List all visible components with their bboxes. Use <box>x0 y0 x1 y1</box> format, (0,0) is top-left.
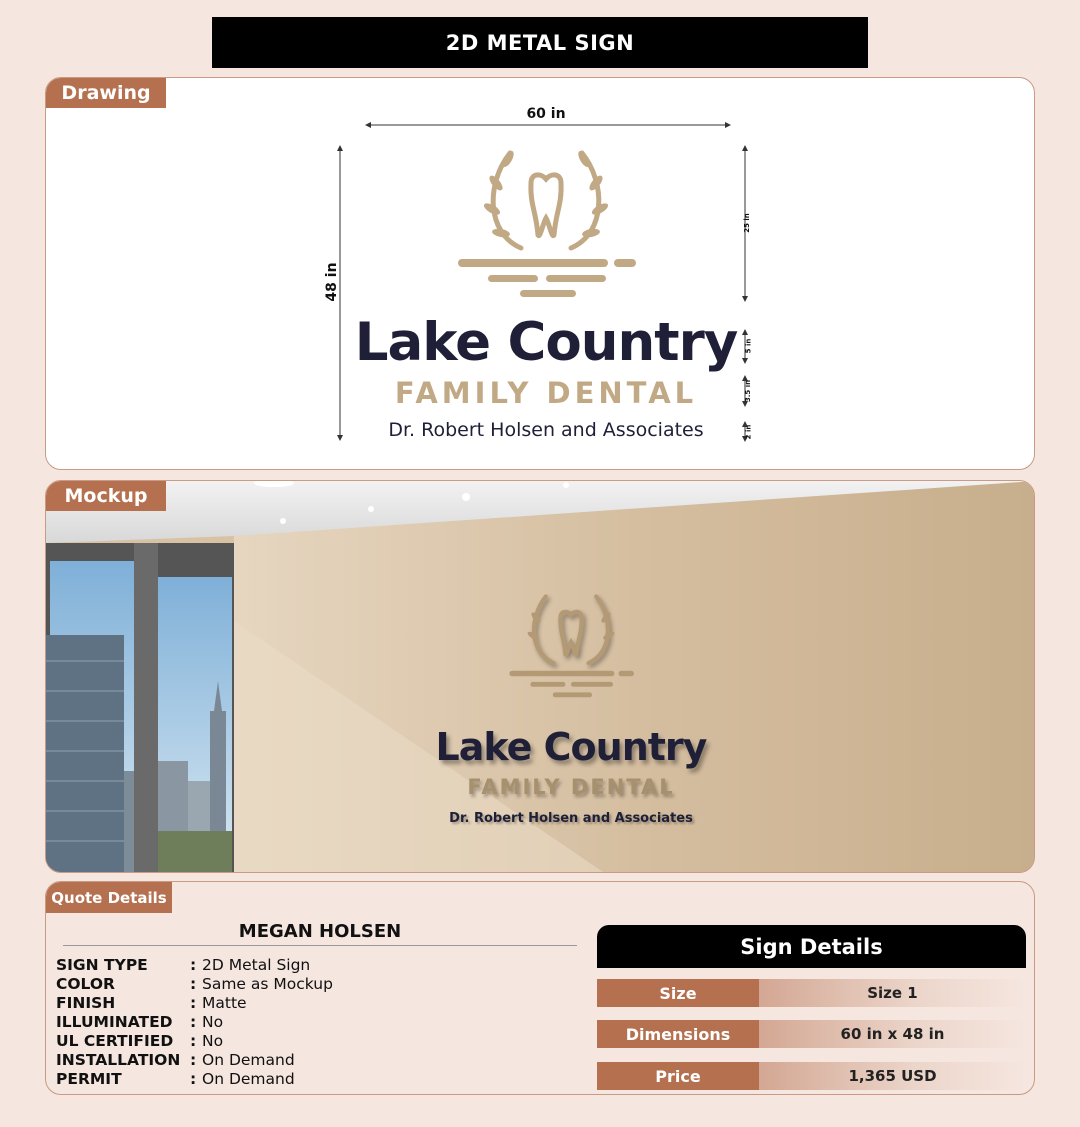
sign-details-row-dimensions <box>597 1020 1026 1048</box>
spec-value: Matte <box>202 993 247 1012</box>
mockup-sign-sub-text: FAMILY DENTAL <box>467 775 675 799</box>
mockup-tooth-logo <box>501 583 641 708</box>
segment-label-tag: 2 in <box>744 424 753 440</box>
segment-label-main: 5 in <box>744 338 753 354</box>
spec-row <box>56 1031 223 1050</box>
spec-row <box>56 1012 223 1031</box>
spec-value: On Demand <box>202 1050 295 1069</box>
sign-details-value: 1,365 USD <box>759 1062 1026 1090</box>
spec-key: PERMIT <box>56 1069 122 1088</box>
segment-label-logo: 25 in <box>742 213 751 233</box>
spec-key: COLOR <box>56 974 115 993</box>
spec-value: No <box>202 1031 224 1050</box>
spec-colon: : <box>190 974 197 993</box>
width-dimension-label: 60 in <box>526 106 566 122</box>
sign-details-value: Size 1 <box>759 979 1026 1007</box>
spec-key: SIGN TYPE <box>56 955 148 974</box>
spec-key: FINISH <box>56 993 116 1012</box>
quote-details-panel <box>45 881 1035 1095</box>
spec-value: Same as Mockup <box>202 974 333 993</box>
sign-main-text: Lake Country <box>354 312 738 373</box>
spec-colon: : <box>190 1069 197 1088</box>
spec-row <box>56 1050 295 1069</box>
spec-row <box>56 1069 295 1088</box>
spec-colon: : <box>190 1031 197 1050</box>
spec-row <box>56 993 247 1012</box>
tooth-laurel-logo <box>446 143 646 303</box>
spec-value: 2D Metal Sign <box>202 955 311 974</box>
sign-details-key: Price <box>597 1062 759 1090</box>
spec-key: ILLUMINATED <box>56 1012 173 1031</box>
sign-details-key: Size <box>597 979 759 1007</box>
spec-colon: : <box>190 1012 197 1031</box>
segment-label-sub: 3.5 in <box>744 379 753 403</box>
spec-colon: : <box>190 1050 197 1069</box>
sign-details-row-price <box>597 1062 1026 1090</box>
spec-value: On Demand <box>202 1069 295 1088</box>
sign-sub-text: FAMILY DENTAL <box>394 376 698 410</box>
sign-details-value: 60 in x 48 in <box>759 1020 1026 1048</box>
spec-key: UL CERTIFIED <box>56 1031 174 1050</box>
spec-value: No <box>202 1012 224 1031</box>
spec-row <box>56 974 333 993</box>
quote-details-tab: Quote Details <box>46 882 172 913</box>
page-title: 2D METAL SIGN <box>212 17 868 68</box>
spec-row <box>56 955 310 974</box>
mockup-panel <box>45 480 1035 873</box>
sign-details-key: Dimensions <box>597 1020 759 1048</box>
spec-colon: : <box>190 955 197 974</box>
mockup-sign-main-text: Lake Country <box>435 725 707 769</box>
drawing-tab: Drawing <box>46 78 166 108</box>
mockup-tab: Mockup <box>46 481 166 511</box>
sign-details-header: Sign Details <box>597 925 1026 968</box>
spec-colon: : <box>190 993 197 1012</box>
drawing-panel <box>45 77 1035 470</box>
spec-key: INSTALLATION <box>56 1050 181 1069</box>
sign-details-row-size <box>597 979 1026 1007</box>
mockup-sign-tagline-text: Dr. Robert Holsen and Associates <box>449 811 693 826</box>
customer-divider <box>63 945 577 946</box>
customer-name: MEGAN HOLSEN <box>238 921 402 942</box>
sign-tagline-text: Dr. Robert Holsen and Associates <box>388 419 704 441</box>
height-dimension-label: 48 in <box>324 262 340 302</box>
